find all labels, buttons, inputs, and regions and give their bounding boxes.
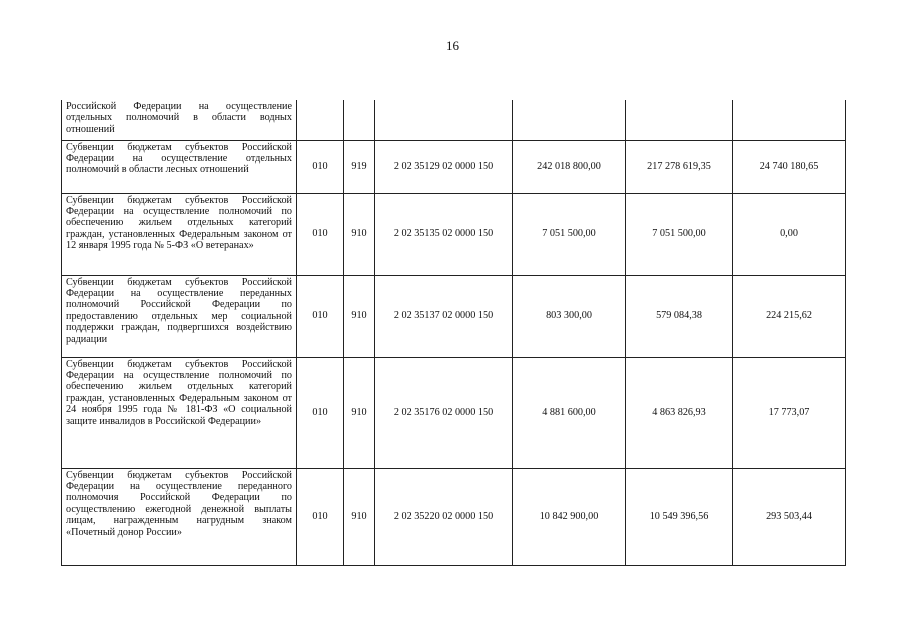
code-cell: 010	[297, 468, 344, 565]
code-cell: 010	[297, 193, 344, 275]
classification-code-cell: 2 02 35129 02 0000 150	[375, 140, 513, 193]
budget-table	[61, 100, 846, 566]
table-row	[62, 100, 846, 140]
amount-cell: 24 740 180,65	[733, 140, 846, 193]
code-cell: 910	[344, 468, 375, 565]
table-row	[62, 468, 846, 565]
amount-cell: 217 278 619,35	[626, 140, 733, 193]
table-row	[62, 193, 846, 275]
amount-cell: 17 773,07	[733, 357, 846, 468]
amount-cell: 10 549 396,56	[626, 468, 733, 565]
amount-cell: 10 842 900,00	[513, 468, 626, 565]
code-cell: 919	[344, 140, 375, 193]
code-cell	[344, 100, 375, 140]
amount-cell	[626, 100, 733, 140]
amount-cell: 579 084,38	[626, 275, 733, 357]
classification-code-cell: 2 02 35176 02 0000 150	[375, 357, 513, 468]
code-cell: 010	[297, 140, 344, 193]
code-cell: 910	[344, 357, 375, 468]
amount-cell: 0,00	[733, 193, 846, 275]
amount-cell: 803 300,00	[513, 275, 626, 357]
amount-cell: 4 881 600,00	[513, 357, 626, 468]
code-cell: 910	[344, 275, 375, 357]
code-cell: 010	[297, 357, 344, 468]
amount-cell: 242 018 800,00	[513, 140, 626, 193]
table-row	[62, 140, 846, 193]
row-description: Российской Федерации на осуществление отдельных полномочий в области водных отношений	[62, 100, 297, 140]
code-cell: 910	[344, 193, 375, 275]
amount-cell	[733, 100, 846, 140]
code-cell: 010	[297, 275, 344, 357]
row-description: Субвенции бюджетам субъектов Российской Федерации на осуществление переданного полномочия Российской Федерации по осуществлению ежегодной денежной выплаты лицам, награжденным нагрудным знаком «Почетный донор России»	[62, 468, 297, 565]
row-description: Субвенции бюджетам субъектов Российской Федерации на осуществление отдельных полномочий в области лесных отношений	[62, 140, 297, 193]
row-description: Субвенции бюджетам субъектов Российской Федерации на осуществление полномочий по обеспечению жильем отдельных категорий граждан, установленных Федеральным законом от 24 ноября 1995 года № 181-ФЗ «О социальной защите инвалидов в Российской Федерации»	[62, 357, 297, 468]
classification-code-cell: 2 02 35137 02 0000 150	[375, 275, 513, 357]
row-description: Субвенции бюджетам субъектов Российской Федерации на осуществление полномочий по обеспечению жильем отдельных категорий граждан, установленных Федеральным законом от 12 января 1995 года № 5-ФЗ «О ветеранах»	[62, 193, 297, 275]
amount-cell: 293 503,44	[733, 468, 846, 565]
classification-code-cell	[375, 100, 513, 140]
amount-cell	[513, 100, 626, 140]
classification-code-cell: 2 02 35220 02 0000 150	[375, 468, 513, 565]
page-number: 16	[446, 38, 459, 53]
table-row	[62, 275, 846, 357]
code-cell	[297, 100, 344, 140]
amount-cell: 4 863 826,93	[626, 357, 733, 468]
row-description: Субвенции бюджетам субъектов Российской Федерации на осуществление переданных полномочий Российской Федерации по предоставлению отдельных мер социальной поддержки граждан, подвергшихся воздействию радиации	[62, 275, 297, 357]
classification-code-cell: 2 02 35135 02 0000 150	[375, 193, 513, 275]
amount-cell: 7 051 500,00	[626, 193, 733, 275]
table-row	[62, 357, 846, 468]
amount-cell: 224 215,62	[733, 275, 846, 357]
amount-cell: 7 051 500,00	[513, 193, 626, 275]
